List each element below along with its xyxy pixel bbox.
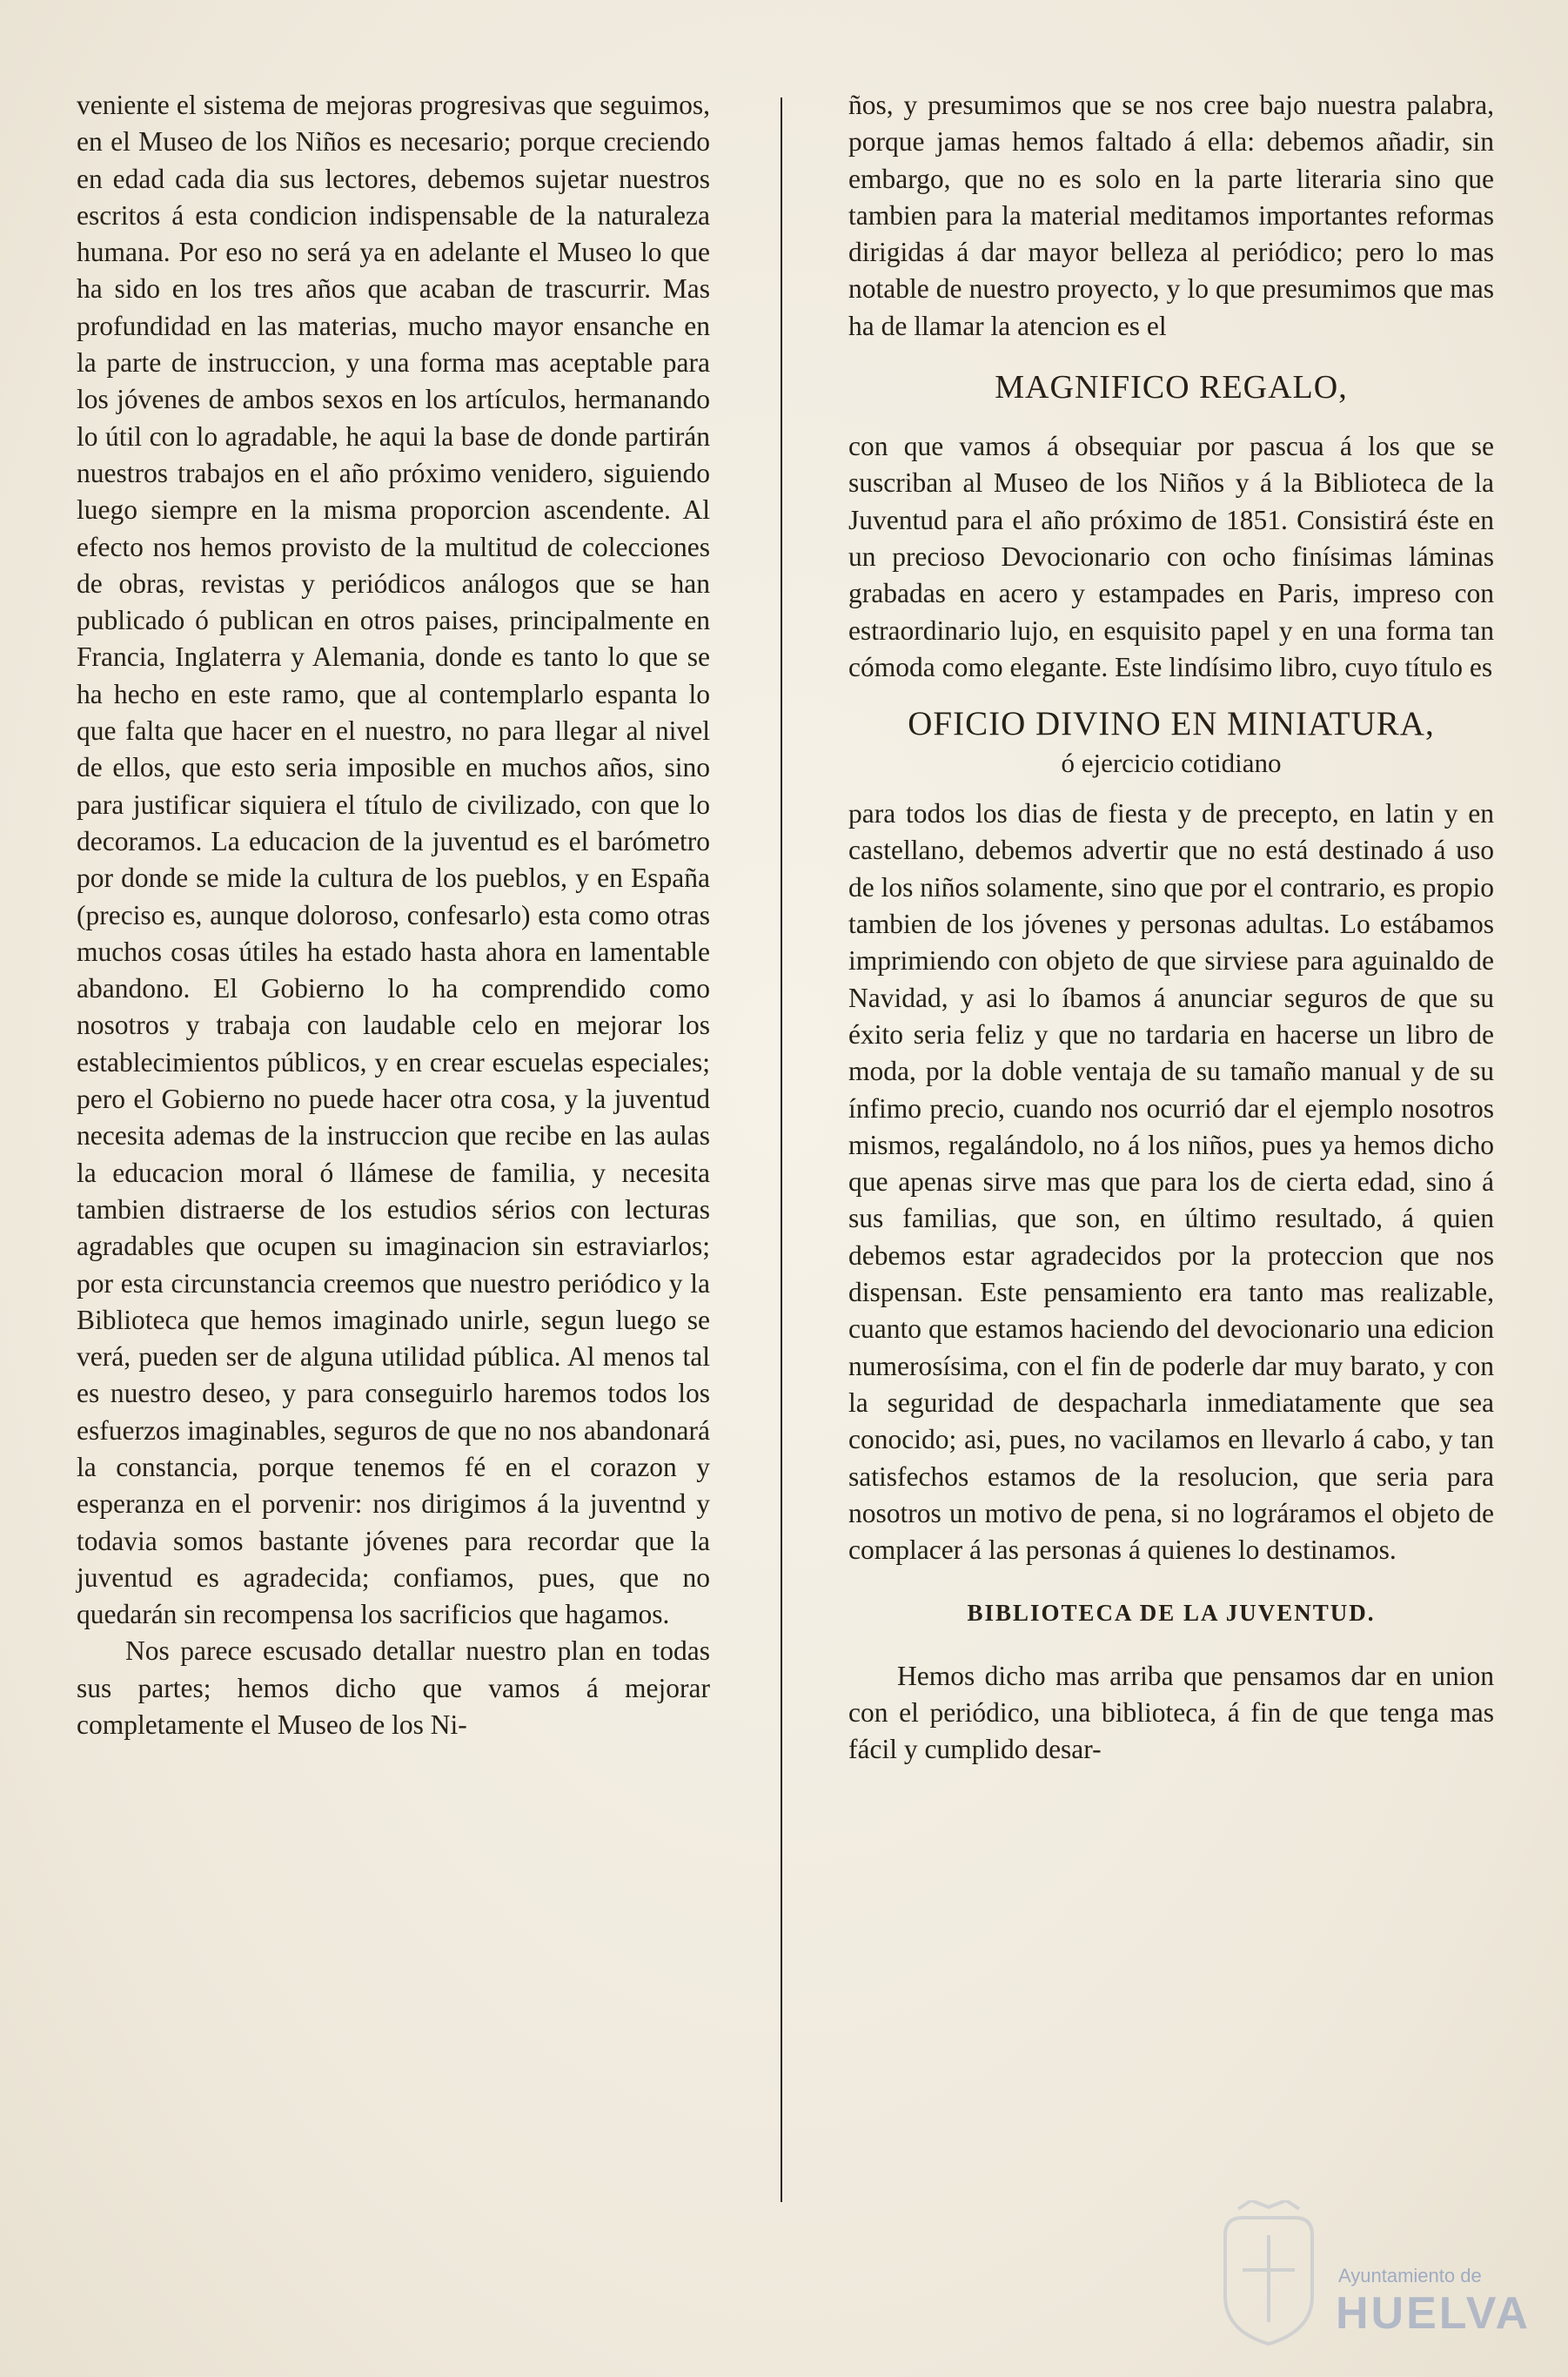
section-title-biblioteca: BIBLIOTECA DE LA JUVENTUD.	[967, 1600, 1376, 1627]
watermark-big-text: HUELVA	[1336, 2288, 1531, 2339]
left-paragraph-2: Nos parece escusado detallar nuestro plan en todas sus partes; hemos dicho que vamos á mejorar completamente el Museo de los Ni-	[77, 1635, 710, 1741]
right-paragraph-2: con que vamos á obsequiar por pascua á los que se suscriban al Museo de los Niños y á la Biblioteca de la Juventud para el año próximo de 1851. Consistirá éste en un precioso Devocionario con ocho finísimas láminas grabadas en acero y estampades en Paris, impreso con estraordinario lujo, en esquisito papel y en una forma tan cómoda como elegante. Este lindísimo libro, cuyo título es	[848, 431, 1494, 682]
right-column	[848, 87, 1494, 1769]
right-paragraph-1: ños, y presumimos que se nos cree bajo nuestra palabra, porque jamas hemos faltado á ella: debemos añadir, sin embargo, que no es solo en la parte literaria sino que tambien para la material meditamos importantes reformas dirigidas á dar mayor belleza al periódico; pero lo mas notable de nuestro proyecto, y lo que presumimos que mas ha de llamar la atencion es el	[848, 90, 1494, 341]
headline-oficio-divino: OFICIO DIVINO EN MINIATURA,	[908, 705, 1435, 743]
right-paragraph-3: para todos los dias de fiesta y de precepto, en latin y en castellano, debemos advertir que no está destinado á uso de los niños solamente, sino que por el contrario, es propio tambien de los jóvenes y personas adultas. Lo estábamos imprimiendo con objeto de que sirviese para aguinaldo de Navidad, y asi lo íbamos á anunciar seguros de que su éxito seria feliz y que no tardaria en hacerse un libro de moda, por la doble ventaja de su tamaño manual y de su ínfimo precio, cuando nos ocurrió dar el ejemplo nosotros mismos, regalándolo, no á los niños, pues ya hemos dicho que apenas sirve mas que para los de cierta edad, sino á sus familias, que son, en último resultado, á quien debemos estar agradecidos por la proteccion que nos dispensan. Este pensamiento era tanto mas realizable, cuanto que estamos haciendo del devocionario una edicion numerosísima, con el fin de poderle dar muy barato, y con la seguridad de despacharla inmediatamente que sea conocido; asi, pues, no vacilamos en llevarlo á cabo, y tan satisfechos estamos de la resolucion, que seria para nosotros un motivo de pena, si no lográramos el objeto de complacer á las personas á quienes lo destinamos.	[848, 798, 1494, 1566]
subhead-ejercicio-cotidiano: ó ejercicio cotidiano	[1061, 748, 1282, 779]
watermark-small-text: Ayuntamiento de	[1338, 2265, 1482, 2286]
left-paragraph-1: veniente el sistema de mejoras progresivas que seguimos, en el Museo de los Niños es necesario; porque creciendo en edad cada dia sus lectores, debemos sujetar nuestros escritos á esta condicion indispensable de la naturaleza humana. Por eso no será ya en adelante el Museo lo que ha sido en los tres años que acaban de trascurrir. Mas profundidad en las materias, mucho mayor ensanche en la parte de instruccion, y una forma mas aceptable para los jóvenes de ambos sexos en los artículos, hermanando lo útil con lo agradable, he aqui la base de donde partirán nuestros trabajos en el año próximo venidero, siguiendo luego siempre en la misma proporcion ascendente. Al efecto nos hemos provisto de la multitud de colecciones de obras, revistas y periódicos análogos que se han publicado ó publican en otros paises, principalmente en Francia, Inglaterra y Alemania, donde es tanto lo que se ha hecho en este ramo, que al contemplarlo espanta lo que falta que hacer en el nuestro, no para llegar al nivel de ellos, que esto seria imposible en muchos años, sino para justificar siquiera el título de civilizado, con que lo decoramos. La educacion de la juventud es el barómetro por donde se mide la cultura de los pueblos, y en España (preciso es, aunque doloroso, confesarlo) esta como otras muchos cosas útiles ha estado hasta ahora en lamentable abandono. El Gobierno lo ha comprendido como nosotros y trabaja con laudable celo en mejorar los establecimientos públicos, y en crear escuelas especiales; pero el Gobierno no puede hacer otra cosa, y la juventud necesita ademas de la instruccion que recibe en las aulas la educacion moral ó llámese de familia, y necesita tambien distraerse de los estudios sérios con lecturas agradables que ocupen su imaginacion sin estraviarlos; por esta circunstancia creemos que nuestro periódico y la Biblioteca que hemos imaginado unirle, segun luego se verá, pueden ser de alguna utilidad pública. Al menos tal es nuestro deseo, y para conseguirlo haremos todos los esfuerzos imaginables, seguros de que no nos abandonará la constancia, porque tenemos fé en el corazon y esperanza en el porvenir: nos dirigimos á la juventnd y todavia somos bastante jóvenes para recordar que la juventud es agradecida; confiamos, pues, que no quedarán sin recompensa los sacrificios que hagamos.	[77, 90, 710, 1630]
left-column	[77, 87, 710, 1743]
right-paragraph-4: Hemos dicho mas arriba que pensamos dar en union con el periódico, una biblioteca, á fin de que tenga mas fácil y cumplido desar-	[848, 1660, 1494, 1765]
column-divider	[781, 97, 782, 2202]
headline-magnifico-regalo: MAGNIFICO REGALO,	[995, 369, 1348, 406]
